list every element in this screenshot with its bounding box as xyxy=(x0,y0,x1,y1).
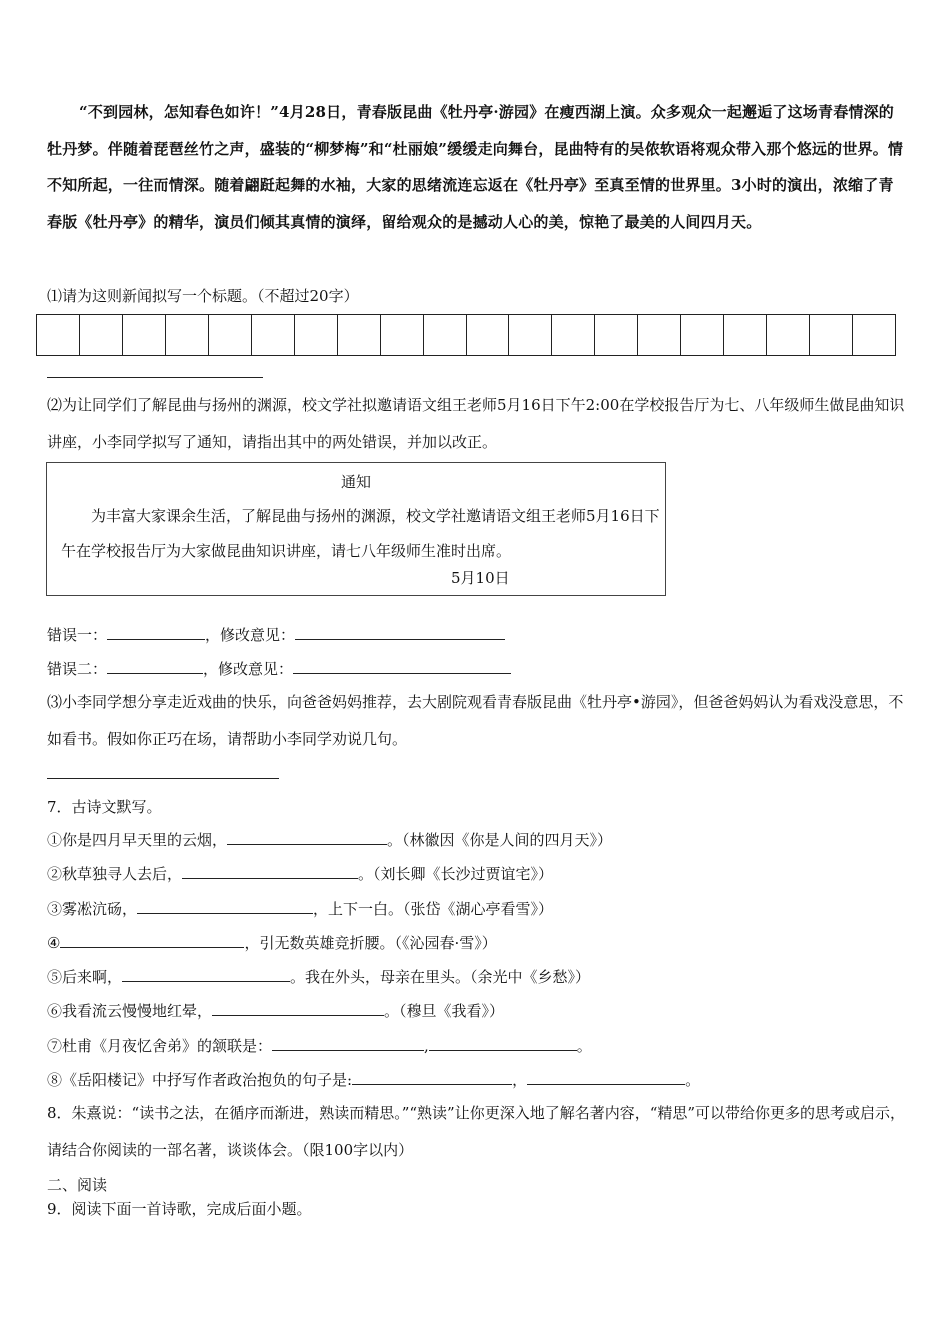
poem-blank-7a[interactable] xyxy=(272,1036,424,1051)
error-one-blank[interactable] xyxy=(107,625,205,640)
poem-line-3: ③雾凇沆砀， ，上下一白。（张岱《湖心亭看雪》） xyxy=(47,900,554,918)
poem-line-1: ①你是四月早天里的云烟， 。（林徽因《你是人间的四月天》） xyxy=(47,831,613,849)
poem-line-6: ⑥我看流云慢慢地红晕， 。（穆旦《我看》） xyxy=(47,1002,505,1020)
poem-blank-8a[interactable] xyxy=(352,1070,512,1085)
section-2-heading: 二、阅读 xyxy=(47,1176,108,1194)
title-answer-grid[interactable] xyxy=(36,314,896,356)
notice-date: 5月10日 xyxy=(451,569,510,587)
poem-line-2: ②秋草独寻人去后， 。（刘长卿《长沙过贾谊宅》） xyxy=(47,865,554,883)
question-8: 8．朱熹说：“读书之法，在循序而渐进，熟读而精思。”“熟读”让你更深入地了解名著内容，“精思”可以带给你更多的思考或启示，请结合你阅读的一部名著，谈谈体会。（限100字以内） xyxy=(47,1104,906,1159)
question-3: ⑶小李同学想分享走近戏曲的快乐，向爸爸妈妈推荐，去大剧院观看青春版昆曲《牡丹亭•游园》，但爸爸妈妈认为看戏没意思，不如看书。假如你正巧在场，请帮助小李同学劝说几句。 xyxy=(47,693,904,748)
poem-line-7: ⑦杜甫《月夜忆舍弟》的颔联是： , 。 xyxy=(47,1037,592,1055)
poem-line-5: ⑤后来啊， 。我在外头，母亲在里头。（余光中《乡愁》） xyxy=(47,968,591,986)
question-7-title: 7．古诗文默写。 xyxy=(47,798,162,816)
error-two-row xyxy=(47,658,511,679)
notice-box xyxy=(46,462,666,596)
error-one-fix-blank[interactable] xyxy=(295,625,505,640)
poem-blank-3[interactable] xyxy=(137,899,313,914)
error-two-mid: ，修改意见： xyxy=(203,660,294,678)
poem-line-4: ④ ，引无数英雄竞折腰。（《沁园春·雪》） xyxy=(47,934,497,952)
poem-blank-6[interactable] xyxy=(212,1001,384,1016)
question-1: ⑴请为这则新闻拟写一个标题。（不超过20字） xyxy=(47,287,359,305)
poem-blank-7b[interactable] xyxy=(429,1036,577,1051)
error-one-label: 错误一： xyxy=(47,626,108,644)
question-9: 9．阅读下面一首诗歌，完成后面小题。 xyxy=(47,1200,312,1218)
news-passage: “不到园林，怎知春色如许！”4月28日，青春版昆曲《牡丹亭·游园》在瘦西湖上演。众多观众一起邂逅了这场青春情深的牡丹梦。伴随着琵琶丝竹之声，盛装的“柳梦梅”和“杜丽娘”缓缓走向舞台，昆曲特有的吴侬软语将观众带入那个悠远的世界。情不知所起，一往而情深。随着翩跹起舞的水袖，大家的思绪流连忘返在《牡丹亭》至真至情的世界里。3小时的演出，浓缩了青春版《牡丹亭》的精华，演员们倾其真情的演绎，留给观众的是撼动人心的美，惊艳了最美的人间四月天。 xyxy=(47,103,904,231)
poem-blank-2[interactable] xyxy=(182,864,358,879)
poem-blank-4[interactable] xyxy=(60,933,244,948)
answer-line[interactable] xyxy=(47,778,279,779)
question-2: ⑵为让同学们了解昆曲与扬州的渊源，校文学社拟邀请语文组王老师5月16日下午2:00在学校报告厅为七、八年级师生做昆曲知识讲座，小李同学拟写了通知，请指出其中的两处错误，并加以改正。 xyxy=(47,396,905,451)
notice-title: 通知 xyxy=(340,473,371,491)
answer-line[interactable] xyxy=(47,377,263,378)
poem-blank-8b[interactable] xyxy=(527,1070,685,1085)
error-two-label: 错误二： xyxy=(47,660,108,678)
error-one-row xyxy=(47,624,505,645)
error-two-blank[interactable] xyxy=(107,659,203,674)
poem-blank-1[interactable] xyxy=(227,830,387,845)
notice-body: 为丰富大家课余生活，了解昆曲与扬州的渊源，校文学社邀请语文组王老师5月16日下午在学校报告厅为大家做昆曲知识讲座，请七八年级师生准时出席。 xyxy=(61,507,660,560)
error-one-mid: ，修改意见： xyxy=(205,626,296,644)
error-two-fix-blank[interactable] xyxy=(293,659,511,674)
poem-blank-5[interactable] xyxy=(122,967,290,982)
poem-line-8: ⑧《岳阳楼记》中抒写作者政治抱负的句子是: ， 。 xyxy=(47,1071,701,1089)
